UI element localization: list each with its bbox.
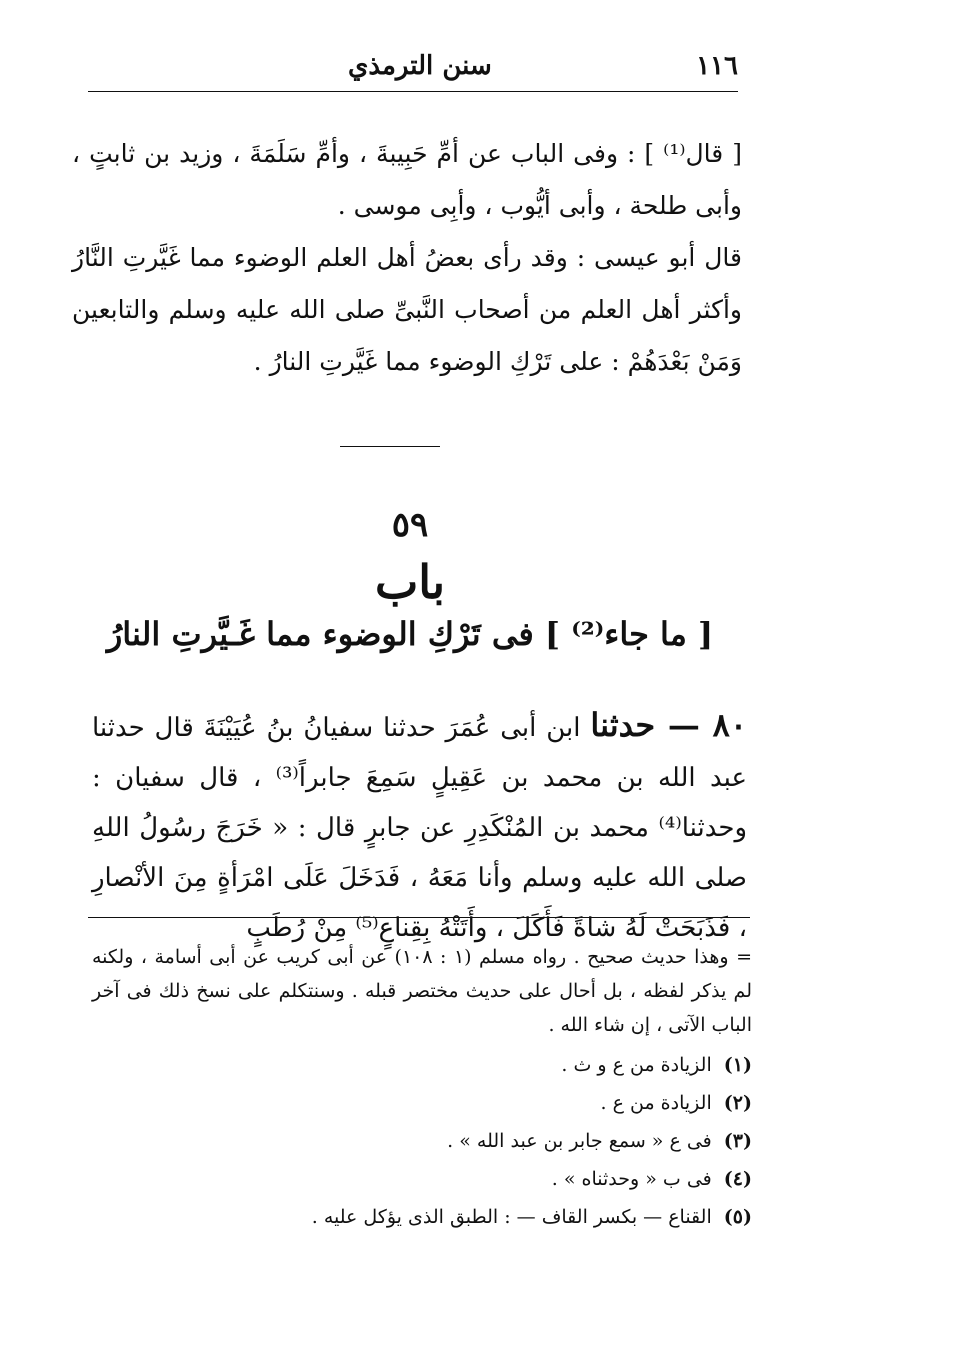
chapter-title: [ ما جاء⁽²⁾ ] فى تَرْكِ الوضوء مما غَـيَّرتِ النارُ (106, 615, 714, 653)
footnote-item (92, 1198, 752, 1236)
hadith-lead: ٨٠ — حدثنا (590, 706, 748, 744)
footnote-text: الزيادة من ع و ث . (561, 1054, 712, 1076)
footnote-number: (٢) (723, 1092, 752, 1114)
footnote-number: (٥) (723, 1206, 752, 1228)
book-title: سنن الترمذي (348, 51, 492, 81)
section-separator (340, 446, 440, 447)
paragraph-2: قال أبو عيسى : وقد رأى بعضُ أهل العلم الوضوء مما غَيَّرتِ النَّارُ وأكثر أهل العلم من أصحاب النَّبىِّ صلى الله عليه وسلم والتابعين وَمَنْ بَعْدَهُمْ : على تَرْكِ الوضوء مما غَيَّرتِ النارُ . (72, 243, 742, 376)
footnote-item (92, 1084, 752, 1122)
footnote-number: (٤) (723, 1168, 752, 1190)
header-rule (88, 91, 738, 92)
footnote-number: (٣) (723, 1130, 752, 1152)
footnote-item (92, 1160, 752, 1198)
footnote-item (92, 1046, 752, 1084)
footnote-list (92, 1046, 752, 1236)
footnote-continuation: = وهذا حديث صحيح . رواه مسلم (١ : ١٠٨) عن أبى كريب عن أبى أسامة ، ولكنه لم يذكر لفظه ، بل أحال على حديث مختصر قبله . وسنتكلم على نسخ ذلك فى آخر الباب الآتى ، إن شاء الله . (92, 946, 752, 1036)
hadith-text: ابن أبى عُمَرَ حدثنا سفيانُ بنُ عُيَيْنَةَ قال حدثنا عبد الله بن محمد بن عَقِيلٍ سَمِعَ جابراً⁽³⁾ ، قال سفيان : وحدثنا⁽⁴⁾ محمد بن المُنْكَدِرِ عن جابرٍ قال : « خَرَجَ رسُولُ اللهِ صلى الله عليه وسلم وأنا مَعَهُ ، فَدَخَلَ عَلَى امْرَأةٍ مِنَ الأنْصارِ ، فَذَبَحَتْ لَهُ شاةً فَأَكَلَ ، وأَتَتْهُ بِقِناعٍ⁽⁵⁾ مِنْ رُطَبٍ (92, 713, 748, 943)
footnote-item (92, 1122, 752, 1160)
page-header (88, 42, 738, 90)
footnote-text: فى ع « سمع جابر بن عبد الله » . (447, 1130, 712, 1152)
footnote-number: (١) (723, 1054, 752, 1076)
chapter-number: ٥٩ (391, 505, 429, 545)
footnote-text: فى ب « وحدثناه » . (551, 1168, 712, 1190)
footnote-rule (88, 917, 750, 918)
chapter-word: باب (374, 555, 446, 609)
footnote-text: القناع — بكسر القاف — : الطبق الذى يؤكل عليه . (311, 1206, 712, 1228)
footnote-text: الزيادة من ع . (600, 1092, 712, 1114)
hadith-80 (92, 700, 747, 953)
page-number: ١١٦ (696, 51, 738, 81)
paragraph-1: [ قال⁽¹⁾ ] : وفى الباب عن أمِّ حَبِيبةَ ، وأمِّ سَلَمَةَ ، وزيد بن ثابتٍ ، وأبى طلحة ، وأبى أيُّوب ، وأبِى موسى . (72, 139, 742, 220)
